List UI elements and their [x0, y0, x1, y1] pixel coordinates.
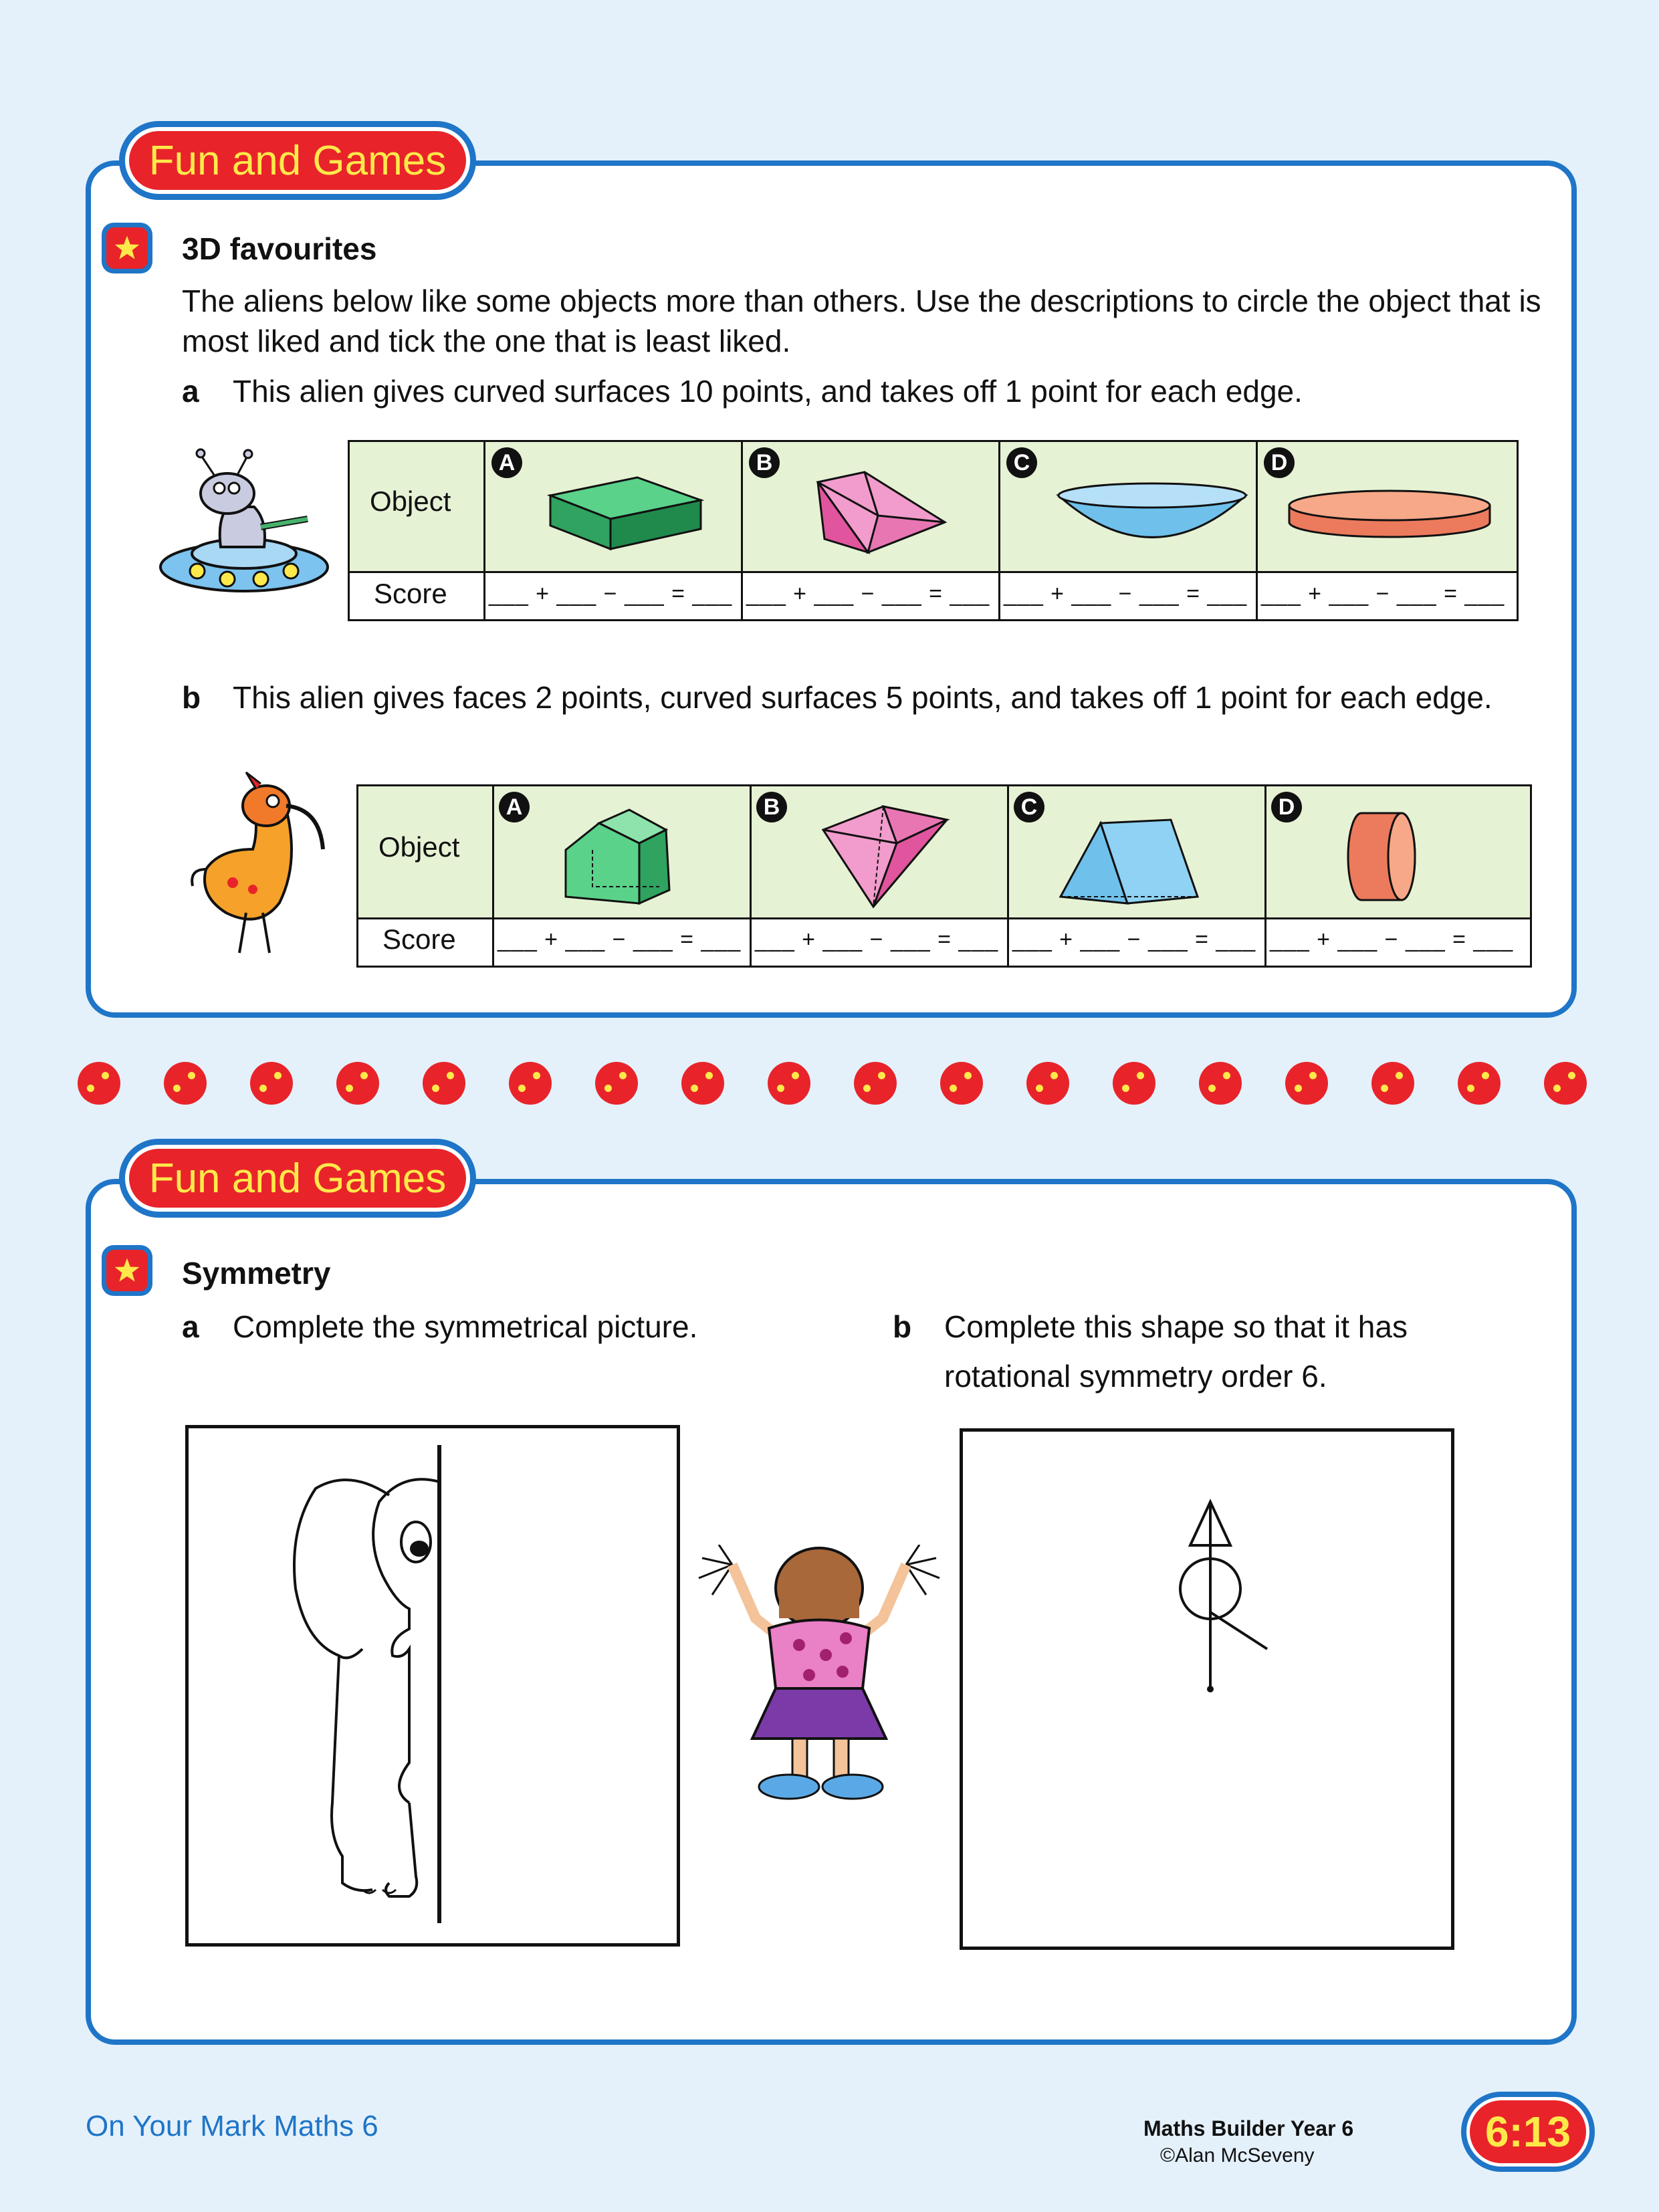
bird-alien-illustration	[186, 769, 346, 963]
blue-hemisphere-shape	[1052, 479, 1252, 552]
score-row-label: Score	[374, 578, 447, 609]
copyright: ©Alan McSeveny	[1160, 2144, 1315, 2167]
score-row-label: Score	[382, 923, 456, 955]
score-blanks-b[interactable]: ___ + ___ − ___ = ___	[755, 927, 999, 952]
score-blanks-d[interactable]: ___ + ___ − ___ = ___	[1270, 927, 1514, 952]
girl-illustration	[692, 1545, 946, 1812]
series-title: Maths Builder Year 6	[1143, 2116, 1354, 2140]
star-icon	[102, 1245, 152, 1296]
question-b-text-2: rotational symmetry order 6.	[944, 1359, 1327, 1394]
section-heading: 3D favourites	[182, 231, 377, 266]
intro-text: The aliens below like some objects more than others. Use the descriptions to circle the object that is most liked and tick the one that is least liked.	[182, 284, 1541, 358]
score-blanks-d[interactable]: ___ + ___ − ___ = ___	[1261, 581, 1505, 606]
label-b: B	[749, 447, 780, 478]
star-icon	[102, 223, 152, 273]
question-b-text: This alien gives faces 2 points, curved surfaces 5 points, and takes off 1 point for each edge.	[233, 680, 1492, 715]
half-elephant-drawing	[189, 1428, 677, 1943]
question-letter: a	[182, 374, 199, 409]
label-a: A	[499, 792, 530, 822]
symmetry-drawing-box-a[interactable]	[185, 1425, 680, 1947]
pink-octahedron-shape	[816, 800, 957, 913]
question-letter: a	[182, 1309, 199, 1344]
label-b: B	[756, 792, 787, 822]
score-blanks-a[interactable]: ___ + ___ − ___ = ___	[497, 927, 742, 952]
green-cuboid-shape	[544, 459, 711, 552]
label-d: D	[1271, 792, 1302, 822]
label-c: C	[1014, 792, 1044, 822]
page-number-badge	[1461, 2092, 1595, 2172]
score-blanks-b[interactable]: ___ + ___ − ___ = ___	[746, 581, 990, 606]
fun-and-games-tab	[119, 121, 476, 200]
label-a: A	[491, 447, 522, 478]
question-letter: b	[893, 1309, 912, 1344]
book-title: On Your Mark Maths 6	[86, 2110, 378, 2142]
label-c: C	[1006, 447, 1037, 478]
question-b-text: Complete this shape so that it has	[944, 1309, 1408, 1344]
score-table-b	[356, 784, 1532, 968]
fun-and-games-tab	[119, 1139, 476, 1218]
orange-cylinder-shape	[1341, 806, 1422, 907]
pink-pyramid-shape	[804, 452, 965, 562]
tab-title: Fun and Games	[125, 127, 470, 194]
rotational-shape-drawing	[963, 1432, 1451, 1947]
question-a-text: Complete the symmetrical picture.	[233, 1309, 698, 1344]
question-letter: b	[182, 680, 201, 715]
green-house-prism-shape	[559, 796, 693, 913]
question-a-text: This alien gives curved surfaces 10 points, and takes off 1 point for each edge.	[233, 374, 1303, 409]
page-number: 6:13	[1466, 2097, 1589, 2167]
object-row-label: Object	[378, 831, 460, 863]
object-row-label: Object	[370, 485, 451, 517]
blue-triangular-prism-shape	[1054, 803, 1214, 910]
score-blanks-c[interactable]: ___ + ___ − ___ = ___	[1004, 581, 1248, 606]
orange-disc-shape	[1283, 485, 1497, 552]
tab-title: Fun and Games	[125, 1145, 470, 1212]
ufo-alien-illustration	[154, 447, 334, 600]
score-blanks-a[interactable]: ___ + ___ − ___ = ___	[489, 581, 733, 606]
section-heading: Symmetry	[182, 1256, 331, 1291]
score-blanks-c[interactable]: ___ + ___ − ___ = ___	[1012, 927, 1256, 952]
score-table-a	[348, 440, 1519, 621]
symmetry-drawing-box-b[interactable]	[960, 1428, 1454, 1950]
label-d: D	[1264, 447, 1295, 478]
